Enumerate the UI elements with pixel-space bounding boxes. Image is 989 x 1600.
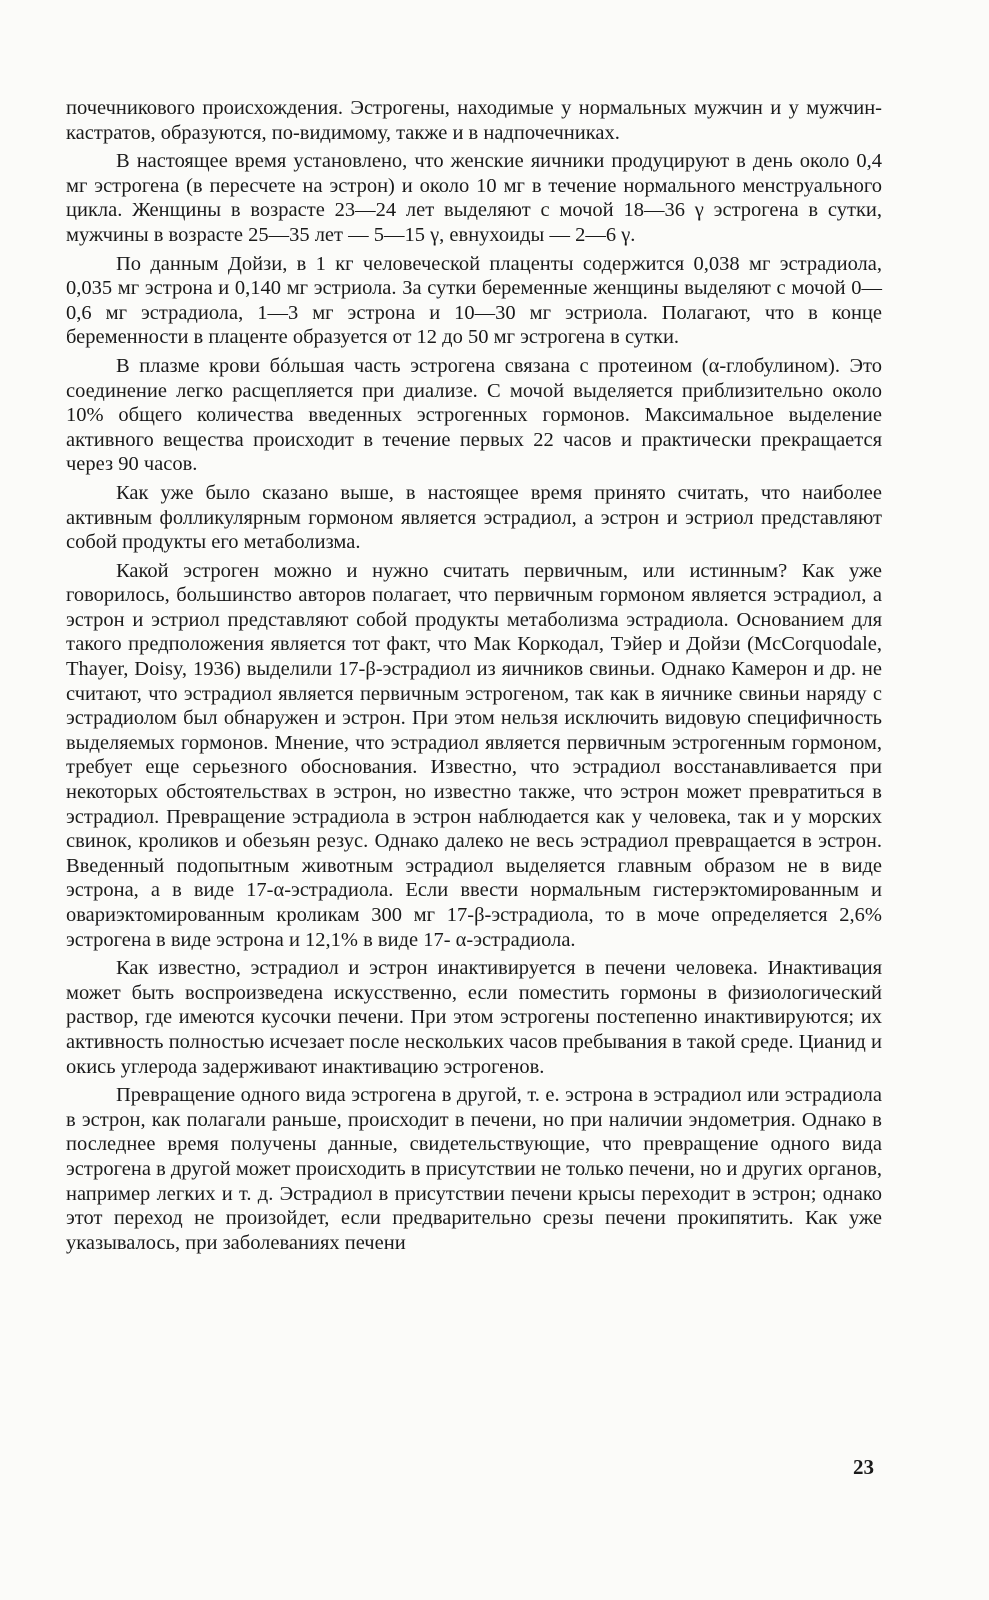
paragraph-primary-estrogen: Какой эстроген можно и нужно считать первичным, или истинным? Как уже говорилось, большинство авторов полагает, что первичным гормоном является эстрадиол, а эстрон и эстриол представляют собой продукты метаболизма эстрадиола. Основанием для такого предположения является тот факт, что Мак Коркодал, Тэйер и Дойзи (McCorquodale, Thayer, Doisy, 1936) выделили 17-β-эстрадиол из яичников свиньи. Однако Камерон и др. не считают, что эстрадиол является первичным эстрогеном, так как в яичнике свиньи наряду с эстрадиолом был обнаружен и эстрон. При этом нельзя исключить видовую специфичность выделяемых гормонов. Мнение, что эстрадиол является первичным эстрогенным гормоном, требует еще серьезного обоснования. Известно, что эстрадиол восстанавливается при некоторых обстоятельствах в эстрон, но известно также, что эстрон может превратиться в эстрадиол. Превращение эстрадиола в эстрон наблюдается как у человека, так и у морских свинок, кроликов и обезьян резус. Однако далеко не весь эстрадиол превращается в эстрон. Введенный подопытным животным эстрадиол выделяется главным образом не в виде эстрона, а в виде 17-α-эстрадиола. Если ввести нормальным гистерэктомированным и овариэктомированным кроликам 300 мг 17-β-эстрадиола, то в моче определяется 2,6% эстрогена в виде эстрона и 12,1% в виде 17- α-эстрадиола.	[66, 559, 882, 951]
paragraph-placenta: По данным Дойзи, в 1 кг человеческой плаценты содержится 0,038 мг эстрадиола, 0,035 мг эстрона и 0,140 мг эстриола. За сутки беременные женщины выделяют с мочой 0—0,6 мг эстрадиола, 1—3 мг эстрона и 10—30 мг эстриола. Полагают, что в конце беременности в плаценте образуется от 12 до 50 мг эстрогена в сутки.	[66, 252, 882, 349]
page-body	[66, 96, 882, 1259]
paragraph-conversion: Превращение одного вида эстрогена в другой, т. е. эстрона в эстрадиол или эстрадиола в эстрон, как полагали раньше, происходит в печени, но при наличии эндометрия. Однако в последнее время получены данные, свидетельствующие, что превращение одного вида эстрогена в другой может происходить в присутствии не только печени, но и других органов, например легких и т. д. Эстрадиол в присутствии печени крысы переходит в эстрон; однако этот переход не произойдет, если предварительно срезы печени прокипятить. Как уже указывалось, при заболеваниях печени	[66, 1084, 882, 1254]
paragraph-plasma: В плазме крови бóльшая часть эстрогена связана с протеином (α-глобулином). Это соединение легко расщепляется при диализе. С мочой выделяется приблизительно около 10% общего количества введенных эстрогенных гормонов. Максимальное выделение активного вещества происходит в течение первых 22 часов и практически прекращается через 90 часов.	[66, 354, 882, 476]
paragraph-inactivation: Как известно, эстрадиол и эстрон инактивируется в печени человека. Инактивация может быть воспроизведена искусственно, если поместить гормоны в физиологический раствор, где имеются кусочки печени. При этом эстрогены постепенно инактивируются; их активность полностью исчезает после нескольких часов пребывания в такой среде. Цианид и окись углерода задерживают инактивацию эстрогенов.	[66, 957, 882, 1078]
paragraph-continuation: почечникового происхождения. Эстрогены, находимые у нормальных мужчин и у мужчин-кастратов, образуются, по-видимому, также и в надпочечниках.	[66, 97, 882, 144]
page-number: 23	[853, 1455, 874, 1479]
paragraph-follicular-hormone: Как уже было сказано выше, в настоящее время принято считать, что наиболее активным фолликулярным гормоном является эстрадиол, а эстрон и эстриол представляют собой продукты его метаболизма.	[66, 481, 882, 554]
paragraph-ovary-production: В настоящее время установлено, что женские яичники продуцируют в день около 0,4 мг эстрогена (в пересчете на эстрон) и около 10 мг в течение нормального менструального цикла. Женщины в возрасте 23—24 лет выделяют с мочой 18—36 γ эстрогена в сутки, мужчины в возрасте 25—35 лет — 5—15 γ, евнухоиды — 2—6 γ.	[66, 150, 882, 246]
